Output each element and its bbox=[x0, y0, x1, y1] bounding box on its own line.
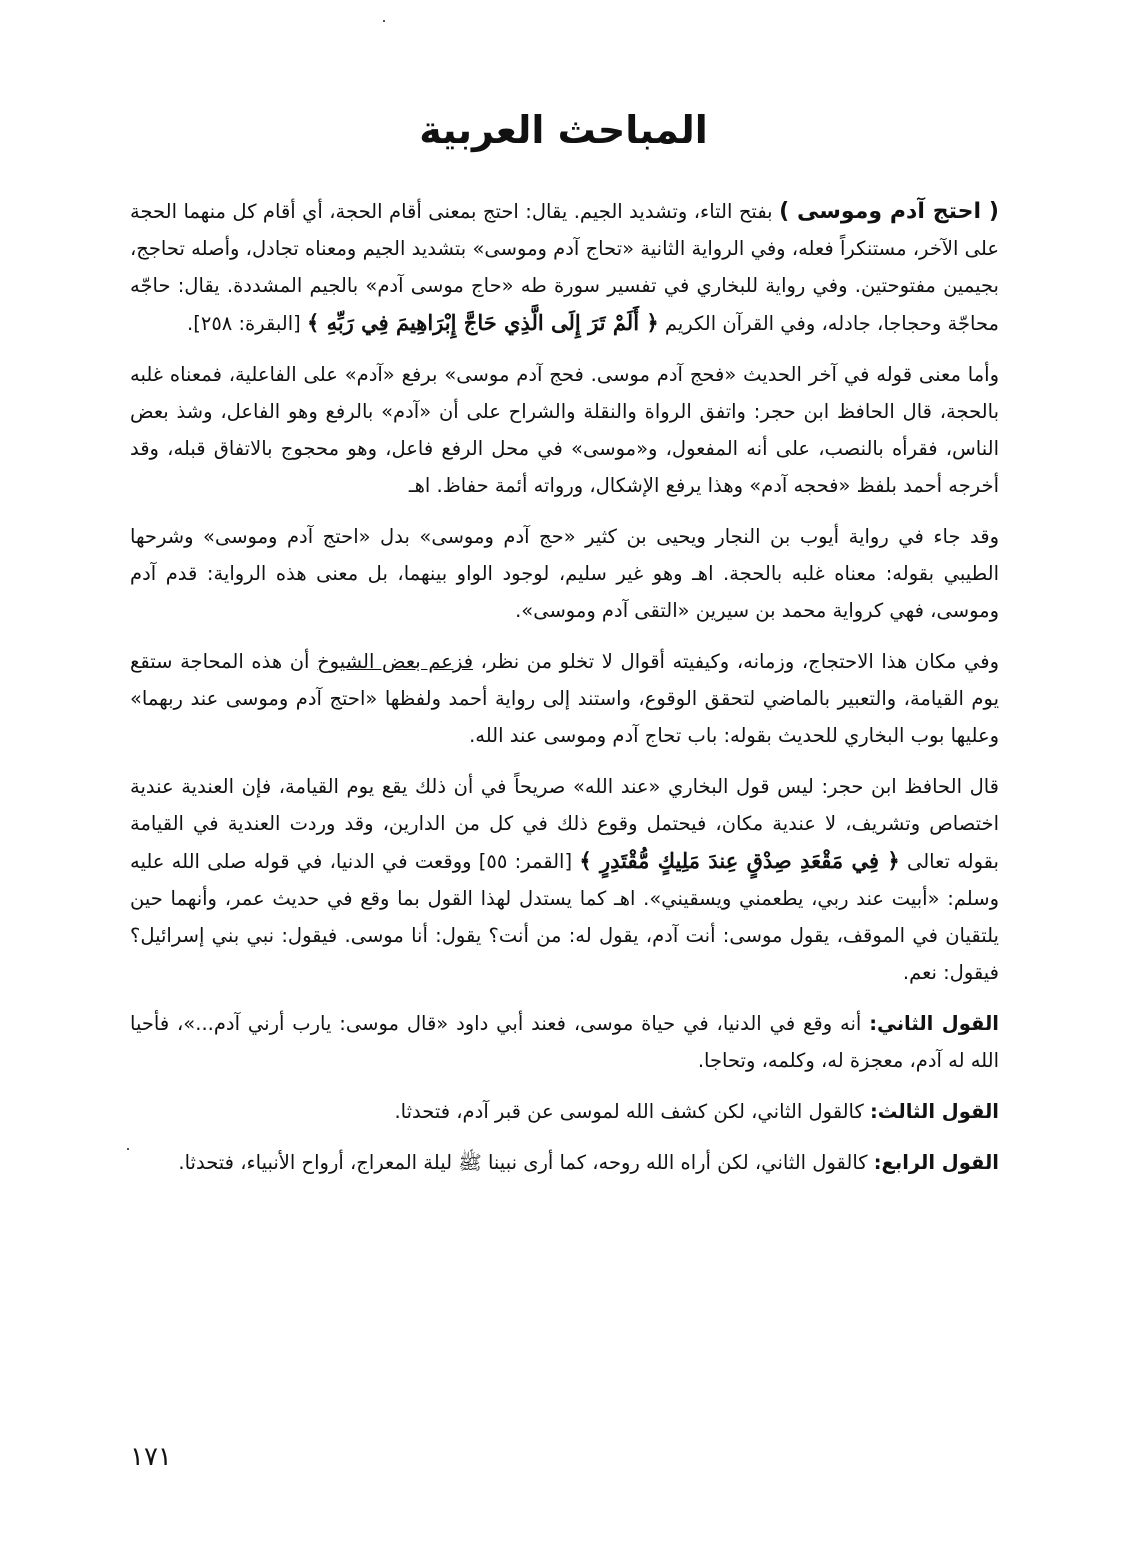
verse-reference: [البقرة: ٢٥٨]. bbox=[187, 312, 307, 335]
paragraph-text: قال الحافظ ابن حجر: ليس قول البخاري «عند الله» صريحاً في أن ذلك يقع يوم القيامة، فإن العندية عندية اختصاص وتشريف، لا عندية مكان، فيحتمل وقوع ذلك في كل من الدارين، وقد وردت العندية في القيامة بقوله تعالى bbox=[130, 775, 999, 873]
paragraph-6 bbox=[130, 1005, 999, 1079]
scan-speck bbox=[383, 20, 385, 22]
quran-verse: ﴿ فِي مَقْعَدِ صِدْقٍ عِندَ مَلِيكٍ مُّقْتَدِرٍ ﴾ bbox=[579, 848, 900, 873]
paragraph-text: كالقول الثاني، لكن كشف الله لموسى عن قبر آدم، فتحدثا. bbox=[394, 1100, 870, 1123]
paragraph-1 bbox=[130, 193, 999, 342]
paragraph-text: أن هذه المحاجة ستقع يوم القيامة، والتعبير بالماضي لتحقق الوقوع، واستند إلى رواية أحمد ولفظها «احتج آدم وموسى عند ربهما» وعليها بوب البخاري للحديث بقوله: باب تحاج آدم وموسى عند الله. bbox=[130, 650, 999, 747]
scan-speck bbox=[127, 1148, 129, 1150]
paragraph-text: بفتح التاء، وتشديد الجيم. يقال: احتج بمعنى أقام الحجة، أي أقام كل منهما الحجة على الآخر، مستنكراً فعله، وفي الرواية الثانية «تحاج آدم وموسى» بتشديد الجيم ومعناه تجادل، وأصله تحاجج، بجيمين مفتوحتين. وفي رواية للبخاري في تفسير سورة طه «حاج موسى آدم» بالجيم المشددة. يقال: حاجّه محاجّة وحجاجا، جادله، وفي القرآن الكريم bbox=[130, 200, 999, 335]
paragraph-text: [القمر: ٥٥] ووقعت في الدنيا، في قوله صلى الله عليه وسلم: «أبيت عند ربي، يطعمني ويسقيني». اهـ كما يستدل لهذا القول بما وقع في حديث عمر، وأنهما حين يلتقيان في الموقف، يقول موسى: أنت آدم، يقول له: من أنت؟ يقول: أنا موسى. فيقول: نبي بني إسرائيل؟ فيقول: نعم. bbox=[130, 850, 999, 984]
paragraph-text: أنه وقع في الدنيا، في حياة موسى، فعند أبي داود «قال موسى: يارب أرني آدم...»، فأحيا الله له آدم، معجزة له، وكلمه، وتحاجا. bbox=[130, 1012, 999, 1072]
page-number: ١٧١ bbox=[130, 1442, 172, 1472]
paragraph-text: وقد جاء في رواية أيوب بن النجار ويحيى بن كثير «حج آدم وموسى» بدل «احتج آدم وموسى» وشرحها الطيبي بقوله: معناه غلبه بالحجة. اهـ وهو غير سليم، لوجود الواو بينهما، بل معنى هذه الرواية: قدم آدم وموسى، فهي كرواية محمد بن سيرين «التقى آدم وموسى». bbox=[130, 525, 999, 622]
underlined-phrase: فزعم بعض الشيوخ bbox=[317, 650, 474, 673]
opinion-label: القول الثالث: bbox=[869, 1100, 999, 1123]
opinion-label: القول الرابع: bbox=[873, 1151, 999, 1174]
paragraph-2 bbox=[130, 356, 999, 504]
paragraph-text: وأما معنى قوله في آخر الحديث «فحج آدم موسى. فحج آدم موسى» برفع «آدم» على الفاعلية، فمعناه غلبه بالحجة، قال الحافظ ابن حجر: واتفق الرواة والنقلة والشراح على أن «آدم» بالرفع وهو الفاعل، وشذ بعض الناس، فقرأه بالنصب، على أنه المفعول، و«موسى» في محل الرفع فاعل، وهو محجوج بالاتفاق قبله، وقد أخرجه أحمد بلفظ «فحجه آدم» وهذا يرفع الإشكال، ورواته أئمة حفاظ. اهـ bbox=[130, 363, 999, 497]
opinion-label: القول الثاني: bbox=[869, 1012, 999, 1035]
paragraph-text: وفي مكان هذا الاحتجاج، وزمانه، وكيفيته أقوال لا تخلو من نظر، bbox=[473, 650, 999, 673]
page-body bbox=[130, 193, 999, 1195]
page-title: المباحث العربية bbox=[419, 108, 708, 152]
hadith-heading: ( احتج آدم وموسى ) bbox=[779, 199, 999, 224]
paragraph-4 bbox=[130, 643, 999, 754]
paragraph-5 bbox=[130, 768, 999, 991]
paragraph-text: كالقول الثاني، لكن أراه الله روحه، كما أرى نبينا ﷺ ليلة المعراج، أرواح الأنبياء، فتحدثا. bbox=[178, 1151, 874, 1174]
paragraph-7 bbox=[130, 1093, 999, 1130]
paragraph-8 bbox=[130, 1144, 999, 1181]
quran-verse: ﴿ أَلَمْ تَرَ إِلَى الَّذِي حَاجَّ إِبْرَاهِيمَ فِي رَبِّهِ ﴾ bbox=[306, 310, 659, 335]
paragraph-3 bbox=[130, 518, 999, 629]
